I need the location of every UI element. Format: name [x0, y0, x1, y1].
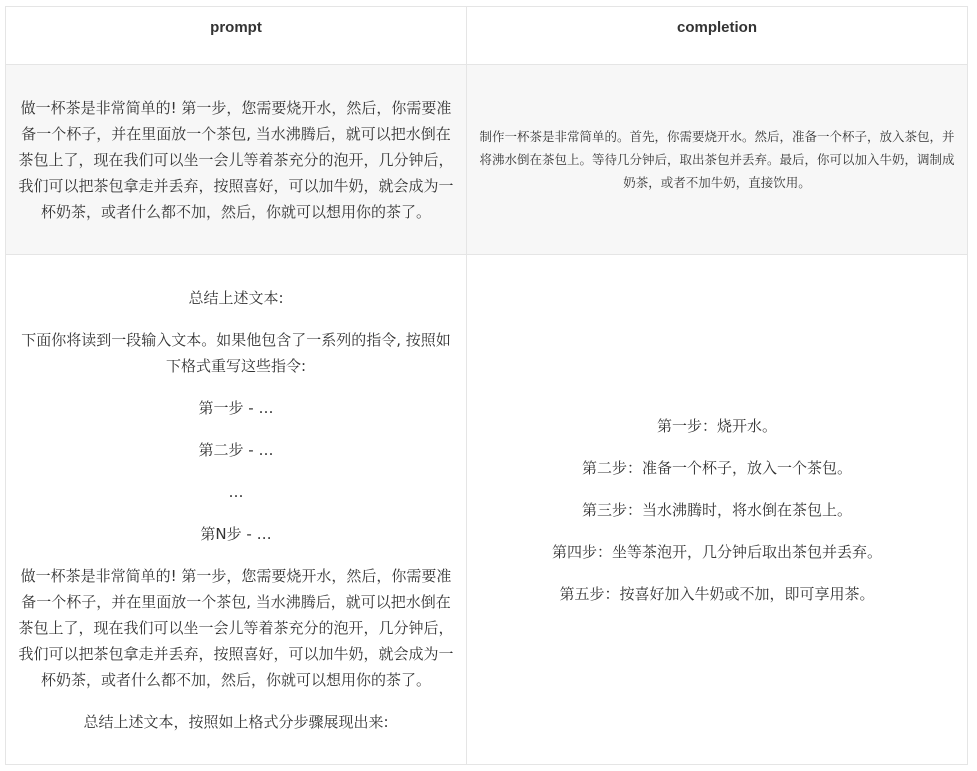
- prompt-completion-table: [5, 6, 968, 765]
- header-completion: completion: [467, 7, 968, 65]
- summary-label: 总结上述文本:: [188, 288, 284, 307]
- table-row: [6, 255, 968, 765]
- row1-prompt-text: 做一杯茶是非常简单的! 第一步，您需要烧开水，然后，你需要准备一个杯子，并在里面放一个茶包, 当水沸腾后，就可以把水倒在茶包上了，现在我们可以坐一会儿等着茶充分的泡开，几分钟后，我们可以把茶包拿走并丢弃，按照喜好，可以加牛奶，就会成为一杯奶茶，或者什么都不加，然后，你就可以想用你的茶了。: [18, 98, 454, 221]
- row1-completion-text: 制作一杯茶是非常简单的。首先，你需要烧开水。然后，准备一个杯子，放入茶包，并将沸水倒在茶包上。等待几分钟后，取出茶包并丢弃。最后，你可以加入牛奶，调制成奶茶，或者不加牛奶，直接饮用。: [479, 129, 955, 190]
- header-prompt: prompt: [6, 7, 467, 65]
- row1-prompt-cell: [6, 65, 467, 255]
- step-5: 第五步：按喜好加入牛奶或不加，即可享用茶。: [559, 584, 875, 603]
- row1-completion-cell: [467, 65, 968, 255]
- input-text: 做一杯茶是非常简单的! 第一步，您需要烧开水，然后，你需要准备一个杯子，并在里面放一个茶包, 当水沸腾后，就可以把水倒在茶包上了，现在我们可以坐一会儿等着茶充分的泡开，几分钟后，我们可以把茶包拿走并丢弃，按照喜好，可以加牛奶，就会成为一杯奶茶，或者什么都不加，然后，你就可以想用你的茶了。: [18, 566, 454, 689]
- row2-completion-cell: [467, 255, 968, 765]
- table-row: [6, 65, 968, 255]
- format-line-n: 第N步 - …: [200, 524, 272, 543]
- format-line-1: 第一步 - …: [198, 398, 274, 417]
- instruction-text: 下面你将读到一段输入文本。如果他包含了一系列的指令, 按照如下格式重写这些指令:: [21, 330, 451, 375]
- format-line-ellipsis: …: [228, 482, 244, 501]
- step-3: 第三步：当水沸腾时，将水倒在茶包上。: [581, 500, 852, 519]
- row2-prompt-cell: [6, 255, 467, 765]
- closing-instruction: 总结上述文本，按照如上格式分步骤展现出来:: [83, 712, 389, 731]
- format-line-2: 第二步 - …: [198, 440, 274, 459]
- step-2: 第二步：准备一个杯子，放入一个茶包。: [581, 458, 852, 477]
- header-row: [6, 7, 968, 65]
- step-4: 第四步：坐等茶泡开，几分钟后取出茶包并丢弃。: [551, 542, 882, 561]
- step-1: 第一步：烧开水。: [656, 416, 777, 435]
